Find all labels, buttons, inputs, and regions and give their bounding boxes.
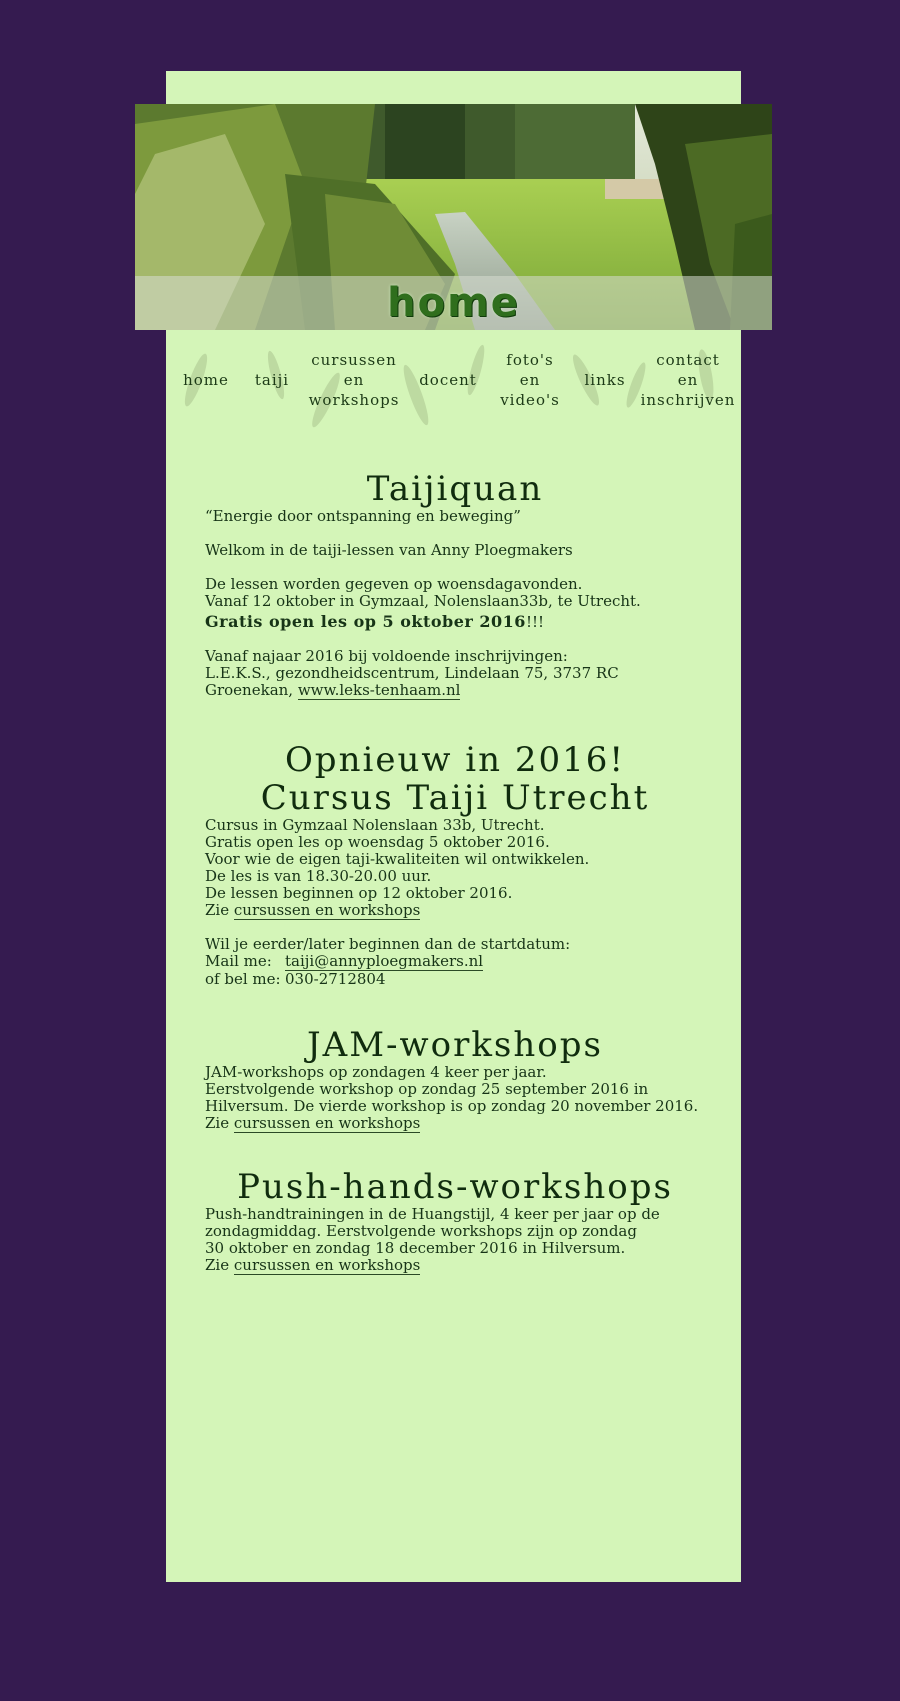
section-title-jam-workshops: JAM-workshops bbox=[307, 1025, 603, 1065]
mail-label: Mail me: bbox=[205, 952, 272, 970]
cursussen-workshops-link[interactable]: cursussen en workshops bbox=[233, 901, 421, 919]
leks-place bbox=[205, 682, 705, 699]
leks-place-text: Groenekan, bbox=[205, 681, 294, 699]
leks-intro: Vanaf najaar 2016 bij voldoende inschrijvingen: bbox=[205, 647, 568, 665]
course-line: Gratis open les op woensdag 5 oktober 2016. bbox=[205, 833, 550, 851]
section-title-opnieuw: Opnieuw in 2016! bbox=[284, 740, 626, 780]
jam-see-also bbox=[205, 1115, 705, 1132]
mail-row bbox=[205, 953, 705, 971]
leks-address: L.E.K.S., gezondheidscentrum, Lindelaan 75, 3737 RC bbox=[205, 664, 619, 682]
phone-row bbox=[205, 971, 705, 988]
cursussen-workshops-link[interactable]: cursussen en workshops bbox=[233, 1256, 421, 1274]
nav-contact-en-inschrijven[interactable]: contact en inschrijven bbox=[640, 351, 736, 409]
phone-label: of bel me: bbox=[205, 970, 281, 988]
nav-home[interactable]: home bbox=[183, 371, 229, 389]
nav-fotos-en-videos[interactable]: foto's en video's bbox=[500, 351, 560, 409]
push-hands-line: zondagmiddag. Eerstvolgende workshops zijn op zondag bbox=[205, 1222, 637, 1240]
page-title: home bbox=[387, 280, 520, 326]
course-line: Cursus in Gymzaal Nolenslaan 33b, Utrecht. bbox=[205, 816, 545, 834]
email-link[interactable]: taiji@annyploegmakers.nl bbox=[285, 952, 484, 970]
section-title-push-hands: Push-hands-workshops bbox=[237, 1167, 673, 1207]
zie-label: Zie bbox=[205, 1114, 230, 1132]
leks-website-link[interactable]: www.leks-tenhaam.nl bbox=[297, 681, 461, 699]
jam-line: Eerstvolgende workshop op zondag 25 september 2016 in bbox=[205, 1080, 649, 1098]
jam-line: JAM-workshops op zondagen 4 keer per jaar. bbox=[205, 1063, 547, 1081]
main-navigation bbox=[166, 340, 741, 445]
nav-cursussen-en-workshops[interactable]: cursussen en workshops bbox=[308, 351, 400, 409]
motto: “Energie door ontspanning en beweging” bbox=[205, 507, 521, 525]
section-title-taijiquan: Taijiquan bbox=[366, 469, 544, 509]
start-date-text: Wil je eerder/later beginnen dan de startdatum: bbox=[205, 935, 571, 953]
open-les-text bbox=[205, 613, 705, 631]
zie-label: Zie bbox=[205, 1256, 230, 1274]
cursussen-workshops-link[interactable]: cursussen en workshops bbox=[233, 1114, 421, 1132]
push-hands-see-also bbox=[205, 1257, 705, 1274]
zie-label: Zie bbox=[205, 901, 230, 919]
course-line: De les is van 18.30-20.00 uur. bbox=[205, 867, 432, 885]
section-title-cursus-utrecht: Cursus Taiji Utrecht bbox=[260, 778, 650, 818]
push-hands-line: Push-handtrainingen in de Huangstijl, 4 keer per jaar op de bbox=[205, 1205, 660, 1223]
lessons-location-text: Vanaf 12 oktober in Gymzaal, Nolenslaan33b, te Utrecht. bbox=[205, 592, 641, 610]
nav-taiji[interactable]: taiji bbox=[254, 371, 290, 389]
course-line: Voor wie de eigen taji-kwaliteiten wil ontwikkelen. bbox=[205, 850, 590, 868]
open-les-highlight: Gratis open les op 5 oktober 2016 bbox=[205, 612, 526, 631]
open-les-exclamation: !!! bbox=[525, 613, 545, 631]
phone-number: 030-2712804 bbox=[285, 970, 386, 988]
lessons-text: De lessen worden gegeven op woensdagavonden. bbox=[205, 575, 583, 593]
header-banner bbox=[135, 104, 772, 330]
course-line: De lessen beginnen op 12 oktober 2016. bbox=[205, 884, 513, 902]
nav-links[interactable]: links bbox=[584, 371, 626, 389]
main-content bbox=[205, 470, 705, 1274]
nav-docent[interactable]: docent bbox=[419, 371, 477, 389]
course-see-also bbox=[205, 902, 705, 919]
welcome-text: Welkom in de taiji-lessen van Anny Ploegmakers bbox=[205, 541, 573, 559]
jam-line: Hilversum. De vierde workshop is op zondag 20 november 2016. bbox=[205, 1097, 699, 1115]
push-hands-line: 30 oktober en zondag 18 december 2016 in Hilversum. bbox=[205, 1239, 626, 1257]
